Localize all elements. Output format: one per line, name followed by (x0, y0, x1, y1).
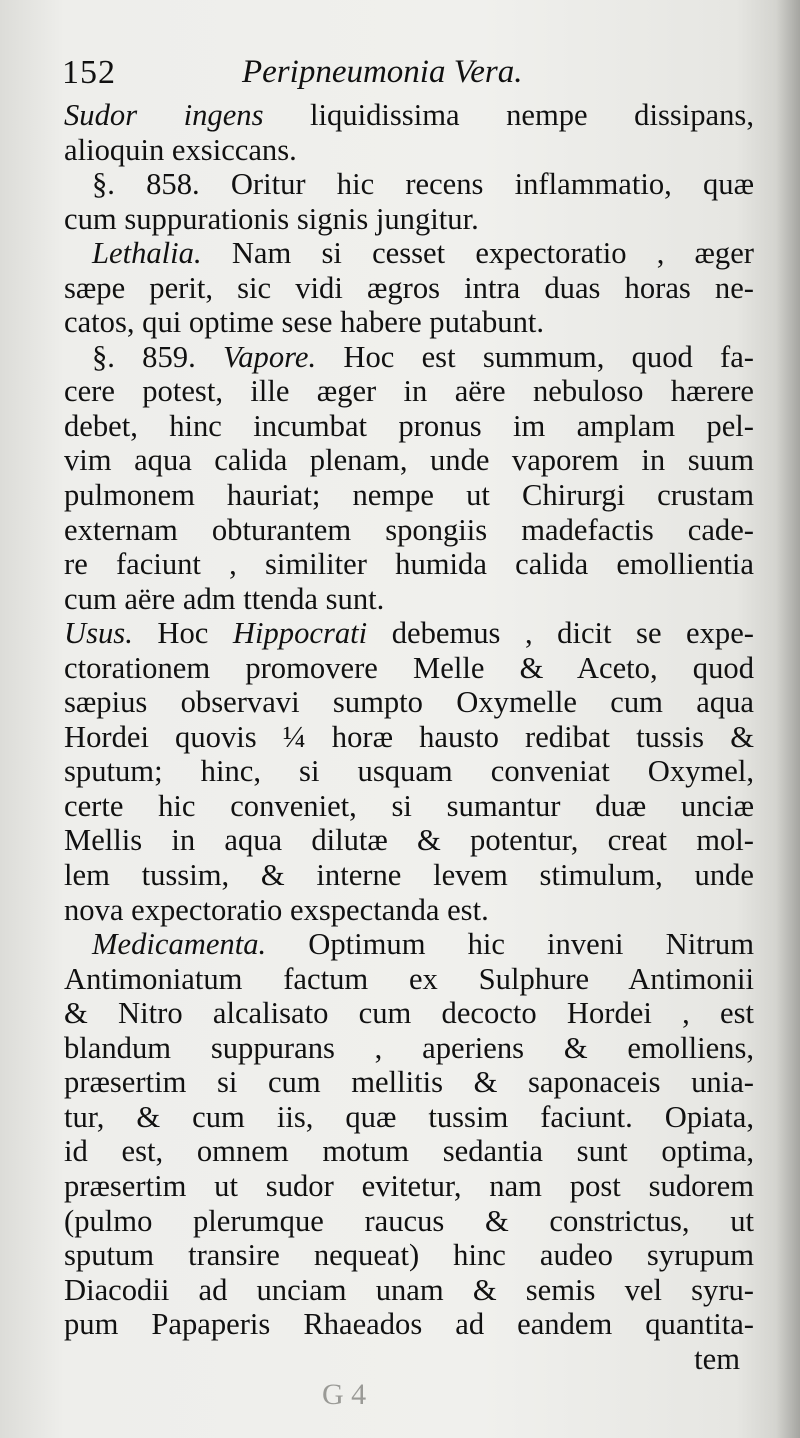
text-segment: §. 858. Oritur hic recens inflammatio, quæ (92, 167, 754, 202)
text-line (64, 409, 754, 444)
italic-segment: Usus. (64, 616, 133, 651)
text-segment: cere potest, ille æger in aëre nebuloso hærere (64, 374, 754, 409)
text-segment: §. 859. (92, 339, 223, 374)
text-segment: Hoc (132, 616, 233, 651)
page-footer (62, 1378, 742, 1418)
text-segment: (pulmo plerumque raucus & constrictus, ut (64, 1203, 754, 1238)
text-line (64, 1031, 754, 1066)
italic-segment: Sudor ingens (64, 98, 264, 132)
text-line (64, 236, 754, 271)
text-segment: sputum; hinc, si usquam conveniat Oxymel, (64, 754, 754, 789)
text-segment: debemus , dicit se expe- (367, 616, 754, 651)
text-segment: lem tussim, & interne levem stimulum, unde (64, 858, 754, 893)
text-segment: Hoc est summum, quod fa- (316, 339, 754, 374)
text-segment: nova expectoratio exspectanda est. (64, 892, 489, 927)
text-line (64, 651, 754, 686)
text-line (64, 513, 754, 548)
text-segment: cum aëre adm ttenda sunt. (64, 581, 385, 616)
text-line (64, 98, 754, 133)
text-line (64, 823, 754, 858)
text-line (64, 962, 754, 997)
text-line (64, 133, 754, 168)
text-segment: sæpius observavi sumpto Oxymelle cum aqua (64, 685, 754, 720)
text-line (64, 685, 754, 720)
italic-segment: Vapore. (222, 339, 317, 374)
text-segment: Nam si cesset expectoratio , æger (201, 236, 754, 271)
text-segment: Optimum hic inveni Nitrum (266, 927, 754, 962)
text-segment: vim aqua calida plenam, unde vaporem in suum (64, 443, 754, 478)
page-header (62, 50, 742, 96)
text-line (64, 202, 754, 237)
catchword: tem (694, 1341, 740, 1376)
text-line (64, 1134, 754, 1169)
text-segment: præsertim ut sudor evitetur, nam post sudorem (64, 1168, 754, 1203)
text-segment: Diacodii ad unciam unam & semis vel syru- (64, 1272, 754, 1307)
text-line (64, 374, 754, 409)
text-line (64, 305, 754, 340)
page-gutter-shadow (776, 0, 800, 1438)
text-segment: Mellis in aqua dilutæ & potentur, creat mol- (64, 823, 754, 858)
text-line (64, 893, 754, 928)
text-segment: tur, & cum iis, quæ tussim faciunt. Opiata, (64, 1099, 754, 1134)
italic-segment: Hippocrati (232, 616, 368, 651)
text-segment: liquidissima nempe dissipans, (263, 98, 754, 132)
text-segment: Antimoniatum factum ex Sulphure Antimonii (64, 961, 754, 996)
text-line (64, 1273, 754, 1308)
body-text (64, 98, 754, 1376)
text-line (64, 927, 754, 962)
italic-segment: Lethalia. (92, 236, 202, 271)
text-line (64, 271, 754, 306)
italic-segment: Medicamenta. (92, 927, 267, 962)
text-line (64, 167, 754, 202)
text-line (64, 1169, 754, 1204)
text-segment: sputum transire nequeat) hinc audeo syrupum (64, 1238, 754, 1273)
text-segment: blandum suppurans , aperiens & emolliens, (64, 1030, 754, 1065)
text-segment: re faciunt , similiter humida calida emollientia (64, 547, 754, 582)
text-line (64, 443, 754, 478)
text-line (64, 1307, 754, 1342)
text-line (64, 789, 754, 824)
text-segment: debet, hinc incumbat pronus im amplam pel- (64, 408, 754, 443)
text-line (64, 996, 754, 1031)
text-segment: id est, omnem motum sedantia sunt optima, (64, 1134, 754, 1169)
text-segment: alioquin exsiccans. (64, 132, 297, 167)
text-line (64, 754, 754, 789)
page-number: 152 (62, 54, 116, 91)
text-line (64, 478, 754, 513)
text-segment: sæpe perit, sic vidi ægros intra duas horas ne- (64, 270, 754, 305)
text-line (64, 340, 754, 375)
signature-mark: G 4 (322, 1378, 367, 1411)
text-line (64, 616, 754, 651)
text-segment: & Nitro alcalisato cum decocto Hordei , est (64, 996, 754, 1031)
text-line (64, 1100, 754, 1135)
text-line (64, 1238, 754, 1273)
text-segment: externam obturantem spongiis madefactis cade- (64, 512, 754, 547)
text-segment: Hordei quovis ¼ horæ hausto redibat tussis & (64, 719, 754, 754)
text-line (64, 858, 754, 893)
text-line (64, 547, 754, 582)
text-segment: præsertim si cum mellitis & saponaceis unia- (64, 1065, 754, 1100)
text-line (64, 582, 754, 617)
text-segment: catos, qui optime sese habere putabunt. (64, 305, 545, 340)
text-line (64, 1065, 754, 1100)
text-segment: certe hic conveniet, si sumantur duæ unciæ (64, 788, 754, 823)
text-segment: ctorationem promovere Melle & Aceto, quod (64, 650, 754, 685)
text-line (64, 720, 754, 755)
text-line (64, 1204, 754, 1239)
text-segment: cum suppurationis signis jungitur. (64, 201, 479, 236)
running-title: Peripneumonia Vera. (242, 54, 523, 90)
text-segment: pulmonem hauriat; nempe ut Chirurgi crustam (64, 478, 754, 513)
text-segment: pum Papaperis Rhaeados ad eandem quantita- (64, 1307, 754, 1342)
